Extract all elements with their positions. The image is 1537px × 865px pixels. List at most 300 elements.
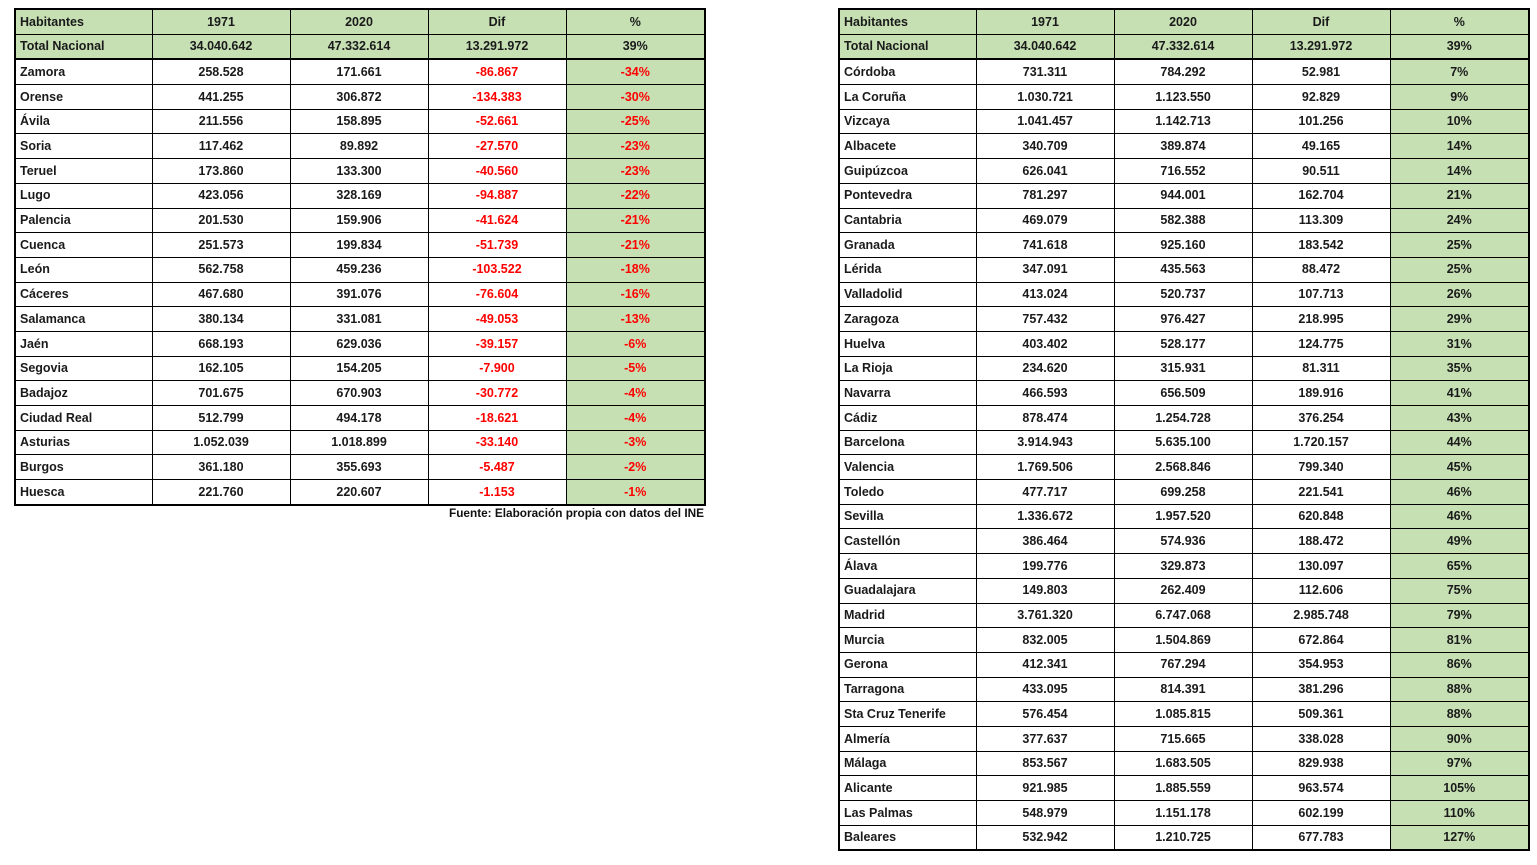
value-cell: 944.001 (1114, 183, 1252, 208)
value-cell: 548.979 (976, 801, 1114, 826)
value-cell: 86% (1390, 652, 1529, 677)
province-name-cell: Toledo (839, 480, 976, 505)
province-name-cell: Tarragona (839, 677, 976, 702)
value-cell: 81% (1390, 628, 1529, 653)
value-cell: 221.541 (1252, 480, 1390, 505)
province-name-cell: Soria (15, 134, 152, 159)
table-row (839, 480, 1529, 505)
value-cell: 1.210.725 (1114, 825, 1252, 850)
value-cell: 361.180 (152, 455, 290, 480)
value-cell: 44% (1390, 430, 1529, 455)
table-row (839, 85, 1529, 110)
value-cell: -1.153 (428, 480, 566, 505)
province-name-cell: Lugo (15, 183, 152, 208)
province-name-cell: Guadalajara (839, 578, 976, 603)
value-cell: 520.737 (1114, 282, 1252, 307)
province-name-cell: León (15, 257, 152, 282)
column-header-2020: 2020 (290, 9, 428, 34)
province-name-cell: Albacete (839, 134, 976, 159)
table-row (839, 529, 1529, 554)
value-cell: 149.803 (976, 578, 1114, 603)
province-name-cell: Asturias (15, 430, 152, 455)
total-label-cell: Total Nacional (839, 34, 976, 59)
value-cell: 158.895 (290, 109, 428, 134)
value-cell: 354.953 (1252, 652, 1390, 677)
value-cell: 377.637 (976, 726, 1114, 751)
value-cell: 14% (1390, 134, 1529, 159)
province-name-cell: Cantabria (839, 208, 976, 233)
value-cell: 626.041 (976, 159, 1114, 184)
table-row (839, 307, 1529, 332)
value-cell: 853.567 (976, 751, 1114, 776)
value-cell: -41.624 (428, 208, 566, 233)
value-cell: 25% (1390, 257, 1529, 282)
value-cell: 45% (1390, 455, 1529, 480)
table-row (839, 702, 1529, 727)
table-row (15, 455, 705, 480)
province-name-cell: Sta Cruz Tenerife (839, 702, 976, 727)
table-row (15, 159, 705, 184)
value-cell: 9% (1390, 85, 1529, 110)
value-cell: -103.522 (428, 257, 566, 282)
province-name-cell: La Rioja (839, 356, 976, 381)
value-cell: 1.041.457 (976, 109, 1114, 134)
value-cell: 105% (1390, 776, 1529, 801)
value-cell: 79% (1390, 603, 1529, 628)
value-cell: 251.573 (152, 233, 290, 258)
total-2020-cell: 47.332.614 (290, 34, 428, 59)
province-name-cell: Badajoz (15, 381, 152, 406)
table-row (839, 183, 1529, 208)
value-cell: 199.834 (290, 233, 428, 258)
value-cell: 620.848 (1252, 504, 1390, 529)
value-cell: 262.409 (1114, 578, 1252, 603)
value-cell: -49.053 (428, 307, 566, 332)
province-name-cell: Palencia (15, 208, 152, 233)
value-cell: 41% (1390, 381, 1529, 406)
value-cell: -25% (566, 109, 705, 134)
column-header-2020: 2020 (1114, 9, 1252, 34)
value-cell: 88.472 (1252, 257, 1390, 282)
value-cell: -52.661 (428, 109, 566, 134)
value-cell: 113.309 (1252, 208, 1390, 233)
value-cell: 81.311 (1252, 356, 1390, 381)
value-cell: -23% (566, 134, 705, 159)
table-row (15, 85, 705, 110)
table-row (839, 381, 1529, 406)
province-name-cell: Cáceres (15, 282, 152, 307)
value-cell: -30.772 (428, 381, 566, 406)
province-name-cell: Zaragoza (839, 307, 976, 332)
value-cell: 670.903 (290, 381, 428, 406)
value-cell: 672.864 (1252, 628, 1390, 653)
value-cell: 7% (1390, 59, 1529, 84)
value-cell: 731.311 (976, 59, 1114, 84)
value-cell: 88% (1390, 702, 1529, 727)
value-cell: 701.675 (152, 381, 290, 406)
value-cell: 412.341 (976, 652, 1114, 677)
value-cell: 781.297 (976, 183, 1114, 208)
province-name-cell: Valladolid (839, 282, 976, 307)
table-row (839, 455, 1529, 480)
value-cell: 234.620 (976, 356, 1114, 381)
table-body (839, 34, 1529, 850)
value-cell: 509.361 (1252, 702, 1390, 727)
value-cell: 89.892 (290, 134, 428, 159)
total-1971-cell: 34.040.642 (976, 34, 1114, 59)
province-name-cell: Sevilla (839, 504, 976, 529)
value-cell: -21% (566, 233, 705, 258)
total-pct-cell: 39% (1390, 34, 1529, 59)
value-cell: 21% (1390, 183, 1529, 208)
value-cell: -7.900 (428, 356, 566, 381)
province-name-cell: Pontevedra (839, 183, 976, 208)
value-cell: -27.570 (428, 134, 566, 159)
table-row (15, 356, 705, 381)
value-cell: 3.761.320 (976, 603, 1114, 628)
value-cell: 1.018.899 (290, 430, 428, 455)
value-cell: 5.635.100 (1114, 430, 1252, 455)
value-cell: 832.005 (976, 628, 1114, 653)
value-cell: 2.568.846 (1114, 455, 1252, 480)
value-cell: 741.618 (976, 233, 1114, 258)
value-cell: 49% (1390, 529, 1529, 554)
source-note: Fuente: Elaboración propia con datos del INE (449, 506, 704, 520)
value-cell: 101.256 (1252, 109, 1390, 134)
value-cell: 602.199 (1252, 801, 1390, 826)
table-row (839, 578, 1529, 603)
value-cell: -23% (566, 159, 705, 184)
value-cell: 677.783 (1252, 825, 1390, 850)
value-cell: 315.931 (1114, 356, 1252, 381)
province-name-cell: Lérida (839, 257, 976, 282)
total-dif-cell: 13.291.972 (428, 34, 566, 59)
value-cell: 347.091 (976, 257, 1114, 282)
value-cell: 1.885.559 (1114, 776, 1252, 801)
value-cell: 381.296 (1252, 677, 1390, 702)
population-growth-table (838, 8, 1530, 851)
value-cell: -5% (566, 356, 705, 381)
province-name-cell: Guipúzcoa (839, 159, 976, 184)
value-cell: -30% (566, 85, 705, 110)
value-cell: 1.336.672 (976, 504, 1114, 529)
value-cell: 1.683.505 (1114, 751, 1252, 776)
value-cell: 112.606 (1252, 578, 1390, 603)
value-cell: 1.030.721 (976, 85, 1114, 110)
province-name-cell: Jaén (15, 331, 152, 356)
value-cell: 90.511 (1252, 159, 1390, 184)
value-cell: 328.169 (290, 183, 428, 208)
province-name-cell: Murcia (839, 628, 976, 653)
table-row (15, 430, 705, 455)
value-cell: 1.720.157 (1252, 430, 1390, 455)
table-row (839, 628, 1529, 653)
table-row (839, 233, 1529, 258)
value-cell: 258.528 (152, 59, 290, 84)
value-cell: 1.052.039 (152, 430, 290, 455)
value-cell: 477.717 (976, 480, 1114, 505)
value-cell: 10% (1390, 109, 1529, 134)
value-cell: 582.388 (1114, 208, 1252, 233)
table-row (839, 208, 1529, 233)
value-cell: 90% (1390, 726, 1529, 751)
value-cell: 2.985.748 (1252, 603, 1390, 628)
province-name-cell: Cádiz (839, 406, 976, 431)
column-header-dif: Dif (428, 9, 566, 34)
value-cell: 423.056 (152, 183, 290, 208)
value-cell: 1.769.506 (976, 455, 1114, 480)
value-cell: 183.542 (1252, 233, 1390, 258)
table-row (839, 652, 1529, 677)
value-cell: -5.487 (428, 455, 566, 480)
value-cell: 512.799 (152, 406, 290, 431)
value-cell: 14% (1390, 159, 1529, 184)
table-row (839, 257, 1529, 282)
table-row (839, 134, 1529, 159)
table-row (839, 677, 1529, 702)
value-cell: 921.985 (976, 776, 1114, 801)
province-name-cell: Álava (839, 554, 976, 579)
table-row (839, 776, 1529, 801)
value-cell: 925.160 (1114, 233, 1252, 258)
value-cell: 1.254.728 (1114, 406, 1252, 431)
value-cell: 35% (1390, 356, 1529, 381)
value-cell: 494.178 (290, 406, 428, 431)
value-cell: 211.556 (152, 109, 290, 134)
value-cell: -3% (566, 430, 705, 455)
value-cell: 389.874 (1114, 134, 1252, 159)
value-cell: 188.472 (1252, 529, 1390, 554)
province-name-cell: Las Palmas (839, 801, 976, 826)
province-name-cell: Alicante (839, 776, 976, 801)
province-name-cell: Zamora (15, 59, 152, 84)
value-cell: 97% (1390, 751, 1529, 776)
table-row (15, 282, 705, 307)
value-cell: 355.693 (290, 455, 428, 480)
value-cell: 767.294 (1114, 652, 1252, 677)
table-row (839, 331, 1529, 356)
table-row (839, 159, 1529, 184)
total-1971-cell: 34.040.642 (152, 34, 290, 59)
province-name-cell: Cuenca (15, 233, 152, 258)
value-cell: 459.236 (290, 257, 428, 282)
province-name-cell: Córdoba (839, 59, 976, 84)
total-row (839, 34, 1529, 59)
value-cell: 329.873 (1114, 554, 1252, 579)
province-name-cell: Almería (839, 726, 976, 751)
total-label-cell: Total Nacional (15, 34, 152, 59)
table-row (839, 430, 1529, 455)
value-cell: 716.552 (1114, 159, 1252, 184)
value-cell: 92.829 (1252, 85, 1390, 110)
value-cell: 65% (1390, 554, 1529, 579)
value-cell: 52.981 (1252, 59, 1390, 84)
value-cell: 110% (1390, 801, 1529, 826)
table-row (839, 726, 1529, 751)
table-row (839, 554, 1529, 579)
value-cell: 376.254 (1252, 406, 1390, 431)
value-cell: 130.097 (1252, 554, 1390, 579)
value-cell: 6.747.068 (1114, 603, 1252, 628)
value-cell: 221.760 (152, 480, 290, 505)
table-row (15, 257, 705, 282)
value-cell: 1.151.178 (1114, 801, 1252, 826)
value-cell: 29% (1390, 307, 1529, 332)
table-row (839, 109, 1529, 134)
value-cell: 306.872 (290, 85, 428, 110)
table-row (15, 233, 705, 258)
column-header-1971: 1971 (152, 9, 290, 34)
table-row (15, 480, 705, 505)
province-name-cell: Baleares (839, 825, 976, 850)
table-row (15, 406, 705, 431)
province-name-cell: Málaga (839, 751, 976, 776)
value-cell: 1.957.520 (1114, 504, 1252, 529)
province-name-cell: Huelva (839, 331, 976, 356)
value-cell: -94.887 (428, 183, 566, 208)
header-row (839, 9, 1529, 34)
province-name-cell: Granada (839, 233, 976, 258)
value-cell: 162.704 (1252, 183, 1390, 208)
column-header-1971: 1971 (976, 9, 1114, 34)
value-cell: 467.680 (152, 282, 290, 307)
table-row (839, 282, 1529, 307)
value-cell: 386.464 (976, 529, 1114, 554)
value-cell: 189.916 (1252, 381, 1390, 406)
table-row (839, 356, 1529, 381)
column-header-habitantes: Habitantes (15, 9, 152, 34)
province-name-cell: Huesca (15, 480, 152, 505)
value-cell: -34% (566, 59, 705, 84)
value-cell: -33.140 (428, 430, 566, 455)
value-cell: 1.142.713 (1114, 109, 1252, 134)
province-name-cell: Navarra (839, 381, 976, 406)
value-cell: 699.258 (1114, 480, 1252, 505)
value-cell: -40.560 (428, 159, 566, 184)
value-cell: 469.079 (976, 208, 1114, 233)
value-cell: 46% (1390, 504, 1529, 529)
value-cell: -16% (566, 282, 705, 307)
value-cell: -86.867 (428, 59, 566, 84)
value-cell: 1.123.550 (1114, 85, 1252, 110)
province-name-cell: Barcelona (839, 430, 976, 455)
table-body (15, 34, 705, 505)
header-row (15, 9, 705, 34)
value-cell: -76.604 (428, 282, 566, 307)
value-cell: 656.509 (1114, 381, 1252, 406)
value-cell: 528.177 (1114, 331, 1252, 356)
value-cell: 88% (1390, 677, 1529, 702)
value-cell: 201.530 (152, 208, 290, 233)
value-cell: 26% (1390, 282, 1529, 307)
value-cell: 218.995 (1252, 307, 1390, 332)
province-name-cell: Gerona (839, 652, 976, 677)
total-dif-cell: 13.291.972 (1252, 34, 1390, 59)
value-cell: 338.028 (1252, 726, 1390, 751)
value-cell: 3.914.943 (976, 430, 1114, 455)
province-name-cell: Madrid (839, 603, 976, 628)
value-cell: 340.709 (976, 134, 1114, 159)
value-cell: 171.661 (290, 59, 428, 84)
value-cell: 49.165 (1252, 134, 1390, 159)
value-cell: 715.665 (1114, 726, 1252, 751)
value-cell: 199.776 (976, 554, 1114, 579)
value-cell: 799.340 (1252, 455, 1390, 480)
value-cell: 562.758 (152, 257, 290, 282)
province-name-cell: Vizcaya (839, 109, 976, 134)
value-cell: -1% (566, 480, 705, 505)
value-cell: 878.474 (976, 406, 1114, 431)
value-cell: 1.504.869 (1114, 628, 1252, 653)
value-cell: 435.563 (1114, 257, 1252, 282)
table-row (839, 825, 1529, 850)
table-row (839, 59, 1529, 84)
value-cell: 24% (1390, 208, 1529, 233)
value-cell: 668.193 (152, 331, 290, 356)
value-cell: -18% (566, 257, 705, 282)
value-cell: 574.936 (1114, 529, 1252, 554)
table-row (15, 208, 705, 233)
value-cell: 117.462 (152, 134, 290, 159)
province-name-cell: Orense (15, 85, 152, 110)
value-cell: 1.085.815 (1114, 702, 1252, 727)
value-cell: 31% (1390, 331, 1529, 356)
table-row (839, 801, 1529, 826)
table-row (839, 751, 1529, 776)
table-row (15, 59, 705, 84)
table-row (839, 603, 1529, 628)
value-cell: 466.593 (976, 381, 1114, 406)
province-name-cell: Segovia (15, 356, 152, 381)
table-row (15, 134, 705, 159)
value-cell: 220.607 (290, 480, 428, 505)
value-cell: -2% (566, 455, 705, 480)
value-cell: 162.105 (152, 356, 290, 381)
value-cell: 576.454 (976, 702, 1114, 727)
value-cell: -4% (566, 381, 705, 406)
value-cell: 159.906 (290, 208, 428, 233)
value-cell: 963.574 (1252, 776, 1390, 801)
province-name-cell: Teruel (15, 159, 152, 184)
value-cell: -4% (566, 406, 705, 431)
province-name-cell: Valencia (839, 455, 976, 480)
value-cell: -21% (566, 208, 705, 233)
value-cell: 46% (1390, 480, 1529, 505)
value-cell: -18.621 (428, 406, 566, 431)
column-header-dif: Dif (1252, 9, 1390, 34)
table-row (839, 504, 1529, 529)
column-header-habitantes: Habitantes (839, 9, 976, 34)
value-cell: 441.255 (152, 85, 290, 110)
value-cell: 25% (1390, 233, 1529, 258)
value-cell: 433.095 (976, 677, 1114, 702)
value-cell: 127% (1390, 825, 1529, 850)
province-name-cell: Ávila (15, 109, 152, 134)
value-cell: -6% (566, 331, 705, 356)
province-name-cell: Salamanca (15, 307, 152, 332)
value-cell: -13% (566, 307, 705, 332)
total-pct-cell: 39% (566, 34, 705, 59)
total-2020-cell: 47.332.614 (1114, 34, 1252, 59)
value-cell: 124.775 (1252, 331, 1390, 356)
value-cell: -134.383 (428, 85, 566, 110)
value-cell: -39.157 (428, 331, 566, 356)
value-cell: 413.024 (976, 282, 1114, 307)
column-header-pct: % (1390, 9, 1529, 34)
value-cell: -51.739 (428, 233, 566, 258)
value-cell: 107.713 (1252, 282, 1390, 307)
value-cell: 532.942 (976, 825, 1114, 850)
